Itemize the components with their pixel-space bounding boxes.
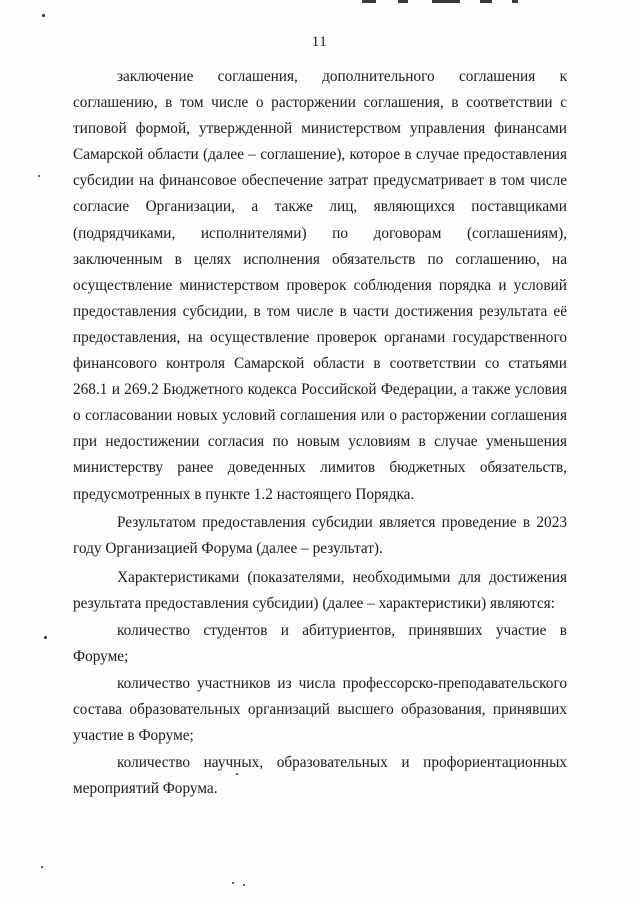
list-item-students: количество студентов и абитуриентов, принявших участие в Форуме; <box>73 621 567 665</box>
list-item-faculty: количество участников из числа профессорско-преподавательского состава образовательных организаций высшего образования, принявших участие в Форуме; <box>73 674 567 744</box>
scan-speck <box>38 175 40 177</box>
scan-artifact <box>362 0 376 3</box>
scan-speck <box>44 636 47 639</box>
scan-speck <box>41 866 43 868</box>
paragraph-subsidy-result: Результатом предоставления субсидии является проведение в 2023 году Организацией Форума (далее – результат). <box>73 513 567 557</box>
scan-artifact <box>432 0 460 3</box>
document-body <box>73 64 567 802</box>
scan-speck <box>42 14 45 17</box>
scan-speck <box>232 882 234 884</box>
page-number: 11 <box>311 34 328 50</box>
paragraph-characteristics-intro: Характеристиками (показателями, необходимыми для достижения результата предоставления субсидии) (далее – характеристики) являются: <box>73 568 567 612</box>
scan-artifact <box>480 0 492 3</box>
scan-artifact <box>512 0 518 3</box>
scan-speck <box>243 884 245 886</box>
paragraph-agreement-terms: заключение соглашения, дополнительного соглашения к соглашению, в том числе о расторжении соглашения, в соответствии с типовой формой, утвержденной министерством управления финансами Самарской области (далее – соглашение), которое в случае предоставления субсидии на финансовое обеспечение затрат предусматривает в том числе согласие Организации, а также лиц, являющихся поставщиками (подрядчиками, исполнителями) по договорам (соглашениям), заключенным в целях исполнения обязательств по соглашению, на осуществление министерством проверок соблюдения порядка и условий предоставления субсидии, в том числе в части достижения результата её предоставления, на осуществление проверок органами государственного финансового контроля Самарской области в соответствии со статьями 268.1 и 269.2 Бюджетного кодекса Российской Федерации, а также условия о согласовании новых условий соглашения или о расторжении соглашения при недостижении согласия по новым условиям в случае уменьшения министерству ранее доведенных лимитов бюджетных обязательств, предусмотренных в пункте 1.2 настоящего Порядка. <box>73 68 567 503</box>
list-item-events: количество научных, образовательных и профориентационных мероприятий Форума. <box>73 753 567 797</box>
scan-artifact <box>398 0 408 3</box>
